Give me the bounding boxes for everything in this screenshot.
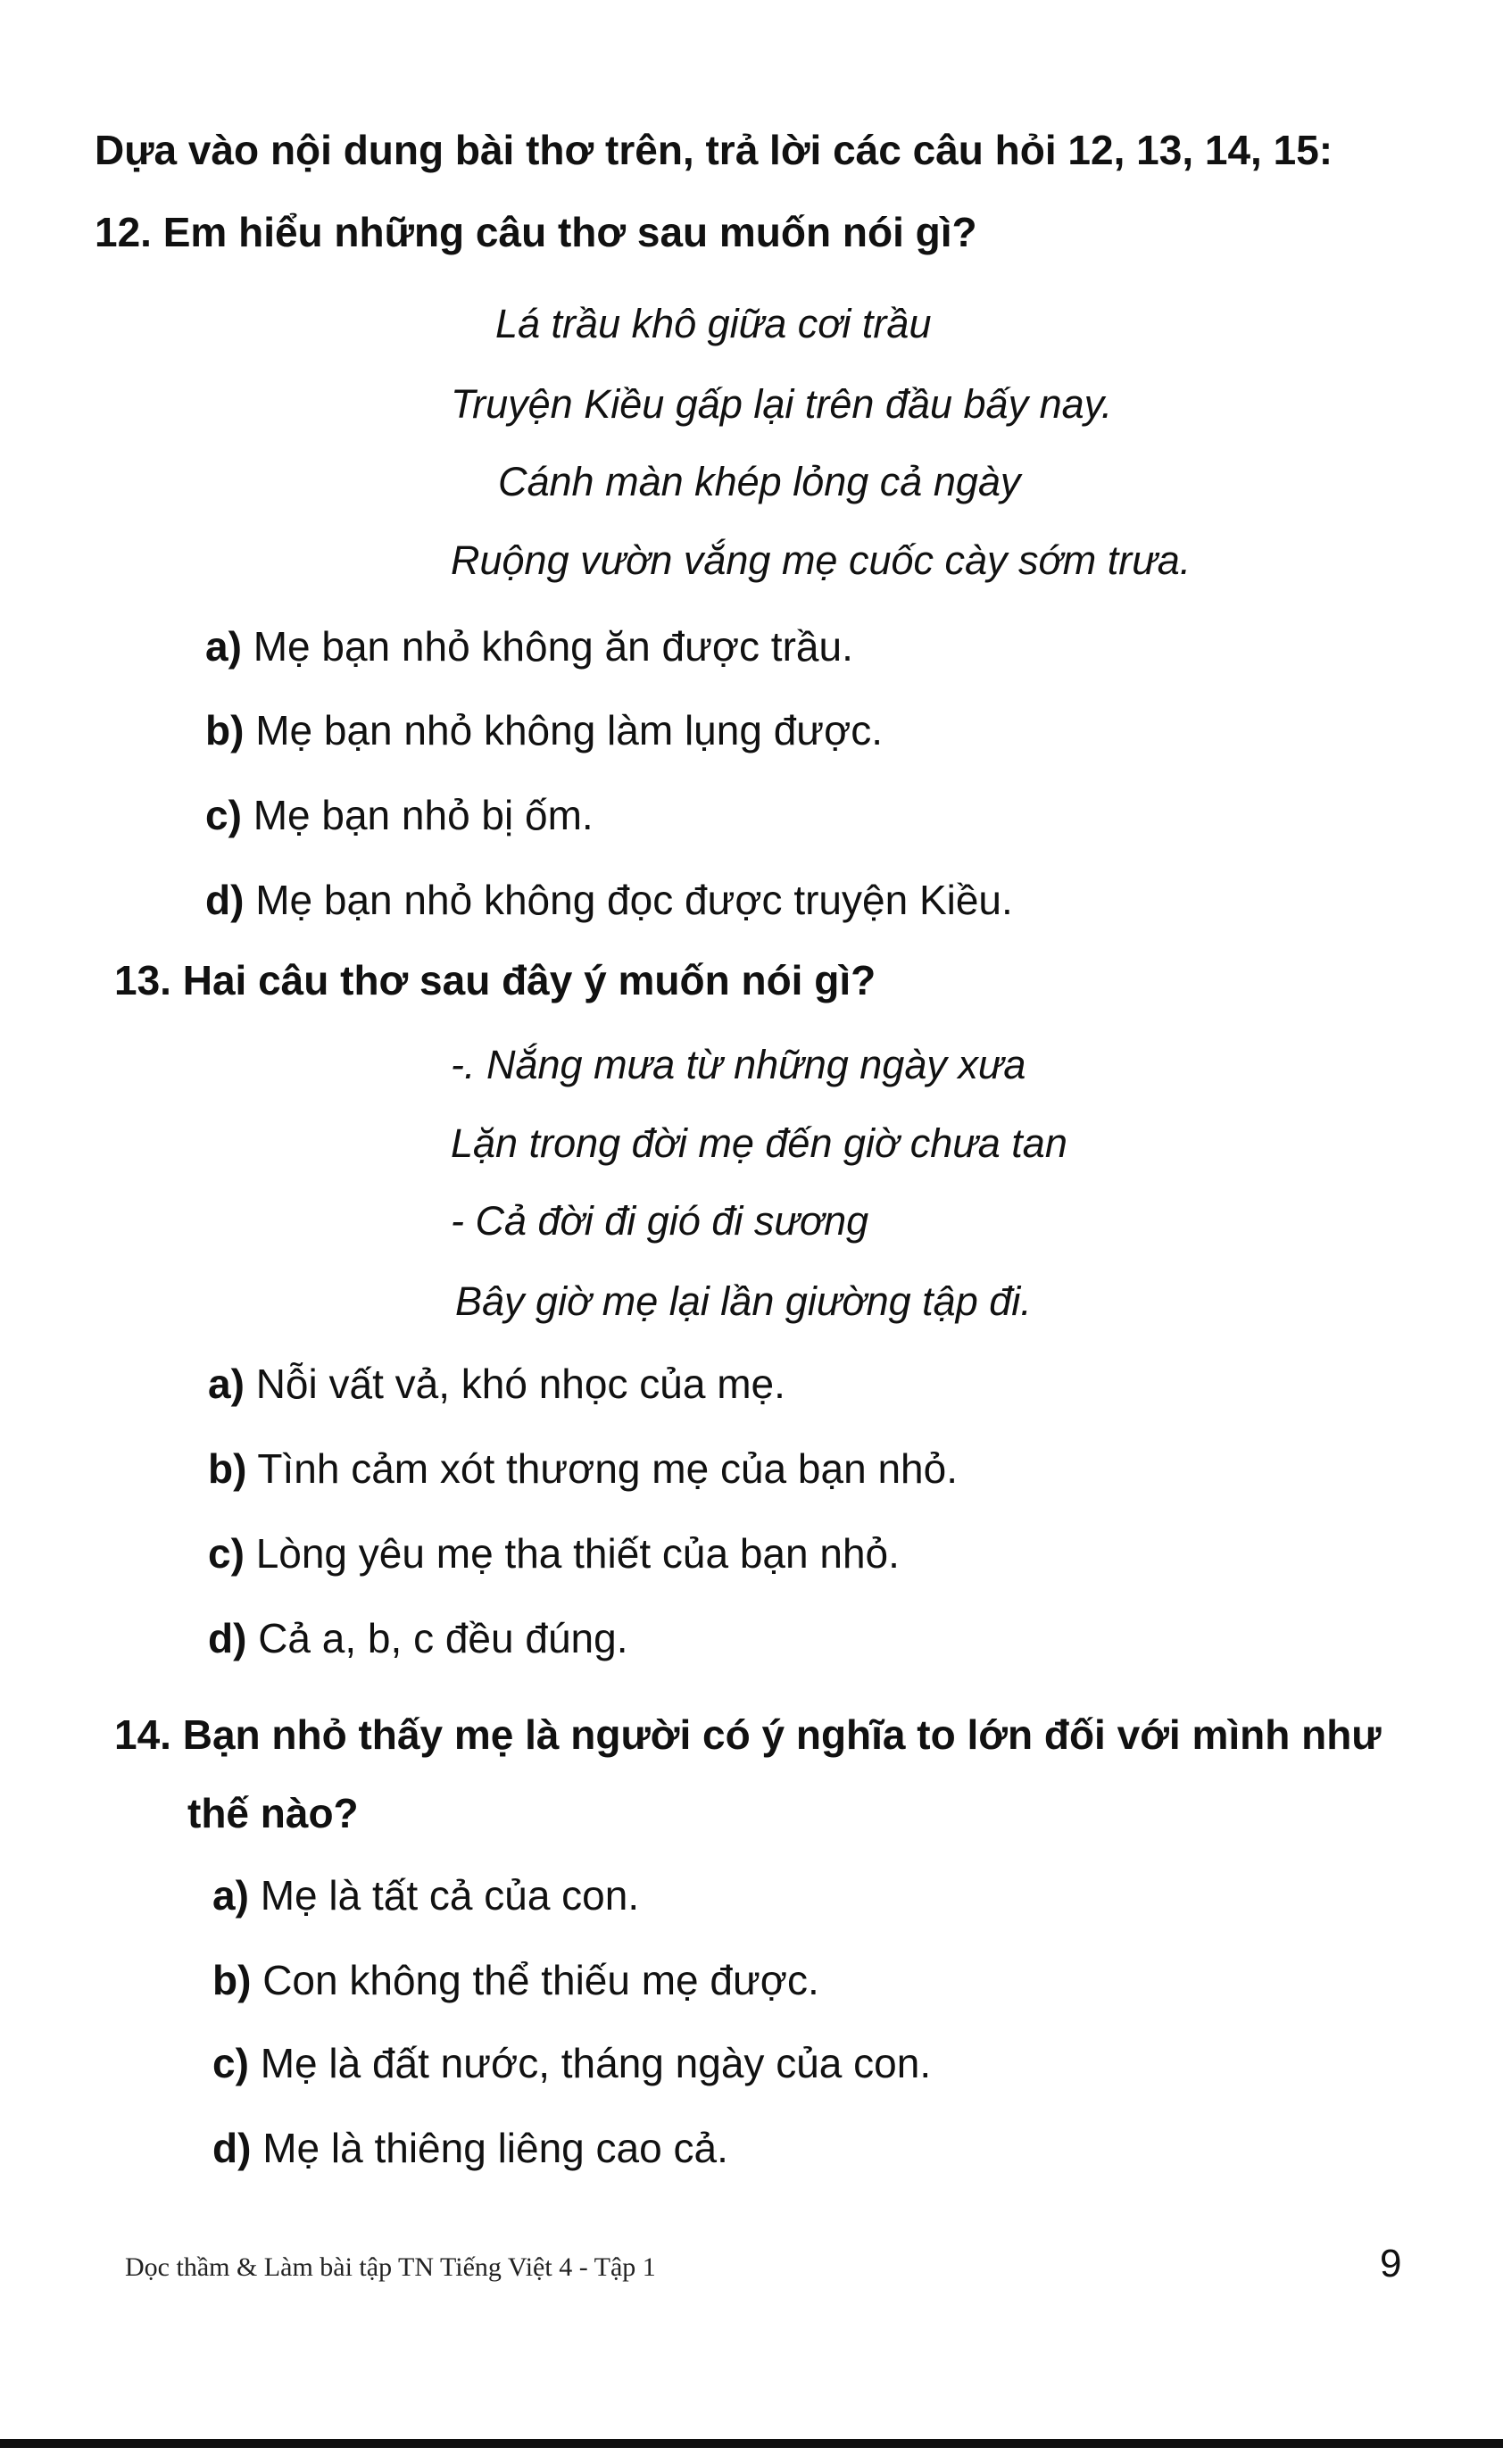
option-letter: b) — [205, 707, 245, 753]
q14-option-c — [212, 2038, 931, 2088]
q13-poem-line-1: -. Nắng mưa từ những ngày xưa — [451, 1042, 1026, 1087]
question-14-title-line-2: thế nào? — [187, 1790, 359, 1836]
question-12-title: 12. Em hiểu những câu thơ sau muốn nói gì? — [95, 209, 977, 255]
q13-poem-line-3: - Cả đời đi gió đi sương — [451, 1198, 869, 1244]
option-letter: c) — [205, 792, 242, 838]
option-text: Con không thể thiếu mẹ được. — [262, 1957, 819, 2003]
question-13-title: 13. Hai câu thơ sau đây ý muốn nói gì? — [114, 957, 876, 1003]
q13-poem-line-2: Lặn trong đời mẹ đến giờ chưa tan — [451, 1120, 1067, 1166]
q12-poem-line-3: Cánh màn khép lỏng cả ngày — [498, 459, 1021, 504]
q14-option-a — [212, 1870, 639, 1920]
option-text: Mẹ là đất nước, tháng ngày của con. — [260, 2040, 932, 2086]
q12-poem-line-2: Truyện Kiều gấp lại trên đầu bấy nay. — [451, 381, 1113, 427]
q12-poem-line-4: Ruộng vườn vắng mẹ cuốc cày sớm trưa. — [451, 537, 1192, 583]
q13-option-c — [208, 1528, 900, 1578]
q13-option-d — [208, 1613, 628, 1663]
option-text: Tình cảm xót thương mẹ của bạn nhỏ. — [257, 1445, 958, 1492]
question-14-title-line-1: 14. Bạn nhỏ thấy mẹ là người có ý nghĩa to lớn đối với mình như — [114, 1711, 1382, 1758]
option-text: Nỗi vất vả, khó nhọc của mẹ. — [255, 1361, 785, 1407]
page-number: 9 — [1380, 2242, 1402, 2285]
option-letter: b) — [208, 1445, 247, 1492]
option-letter: d) — [212, 2125, 252, 2171]
q13-poem-line-4: Bây giờ mẹ lại lần giường tập đi. — [455, 1278, 1032, 1324]
q13-option-a — [208, 1359, 785, 1409]
q12-option-b — [205, 705, 883, 755]
q12-poem-line-1: Lá trầu khô giữa cơi trầu — [495, 301, 932, 346]
option-letter: c) — [212, 2040, 249, 2086]
option-letter: a) — [212, 1872, 249, 1919]
q12-option-a — [205, 621, 853, 671]
option-letter: d) — [208, 1615, 247, 1661]
option-text: Cả a, b, c đều đúng. — [258, 1615, 628, 1661]
option-text: Mẹ bạn nhỏ không làm lụng được. — [255, 707, 884, 753]
option-text: Mẹ là thiêng liêng cao cả. — [262, 2125, 728, 2171]
option-letter: a) — [208, 1361, 245, 1407]
q14-option-b — [212, 1955, 819, 2005]
option-text: Mẹ bạn nhỏ không ăn được trầu. — [253, 623, 853, 670]
option-letter: c) — [208, 1530, 245, 1577]
option-letter: d) — [205, 877, 245, 923]
option-letter: b) — [212, 1957, 252, 2003]
option-text: Lòng yêu mẹ tha thiết của bạn nhỏ. — [255, 1530, 900, 1577]
option-text: Mẹ bạn nhỏ không đọc được truyện Kiều. — [255, 877, 1013, 923]
bottom-rule — [0, 2439, 1503, 2448]
q13-option-b — [208, 1444, 958, 1494]
q12-option-d — [205, 875, 1013, 925]
option-letter: a) — [205, 623, 242, 670]
intro-instruction: Dựa vào nội dung bài thơ trên, trả lời các câu hỏi 12, 13, 14, 15: — [95, 127, 1333, 173]
q12-option-c — [205, 790, 594, 840]
option-text: Mẹ bạn nhỏ bị ốm. — [253, 792, 594, 838]
q14-option-d — [212, 2123, 728, 2173]
option-text: Mẹ là tất cả của con. — [260, 1872, 640, 1919]
footer-book-title: Dọc thầm & Làm bài tập TN Tiếng Việt 4 - Tập 1 — [125, 2252, 656, 2282]
